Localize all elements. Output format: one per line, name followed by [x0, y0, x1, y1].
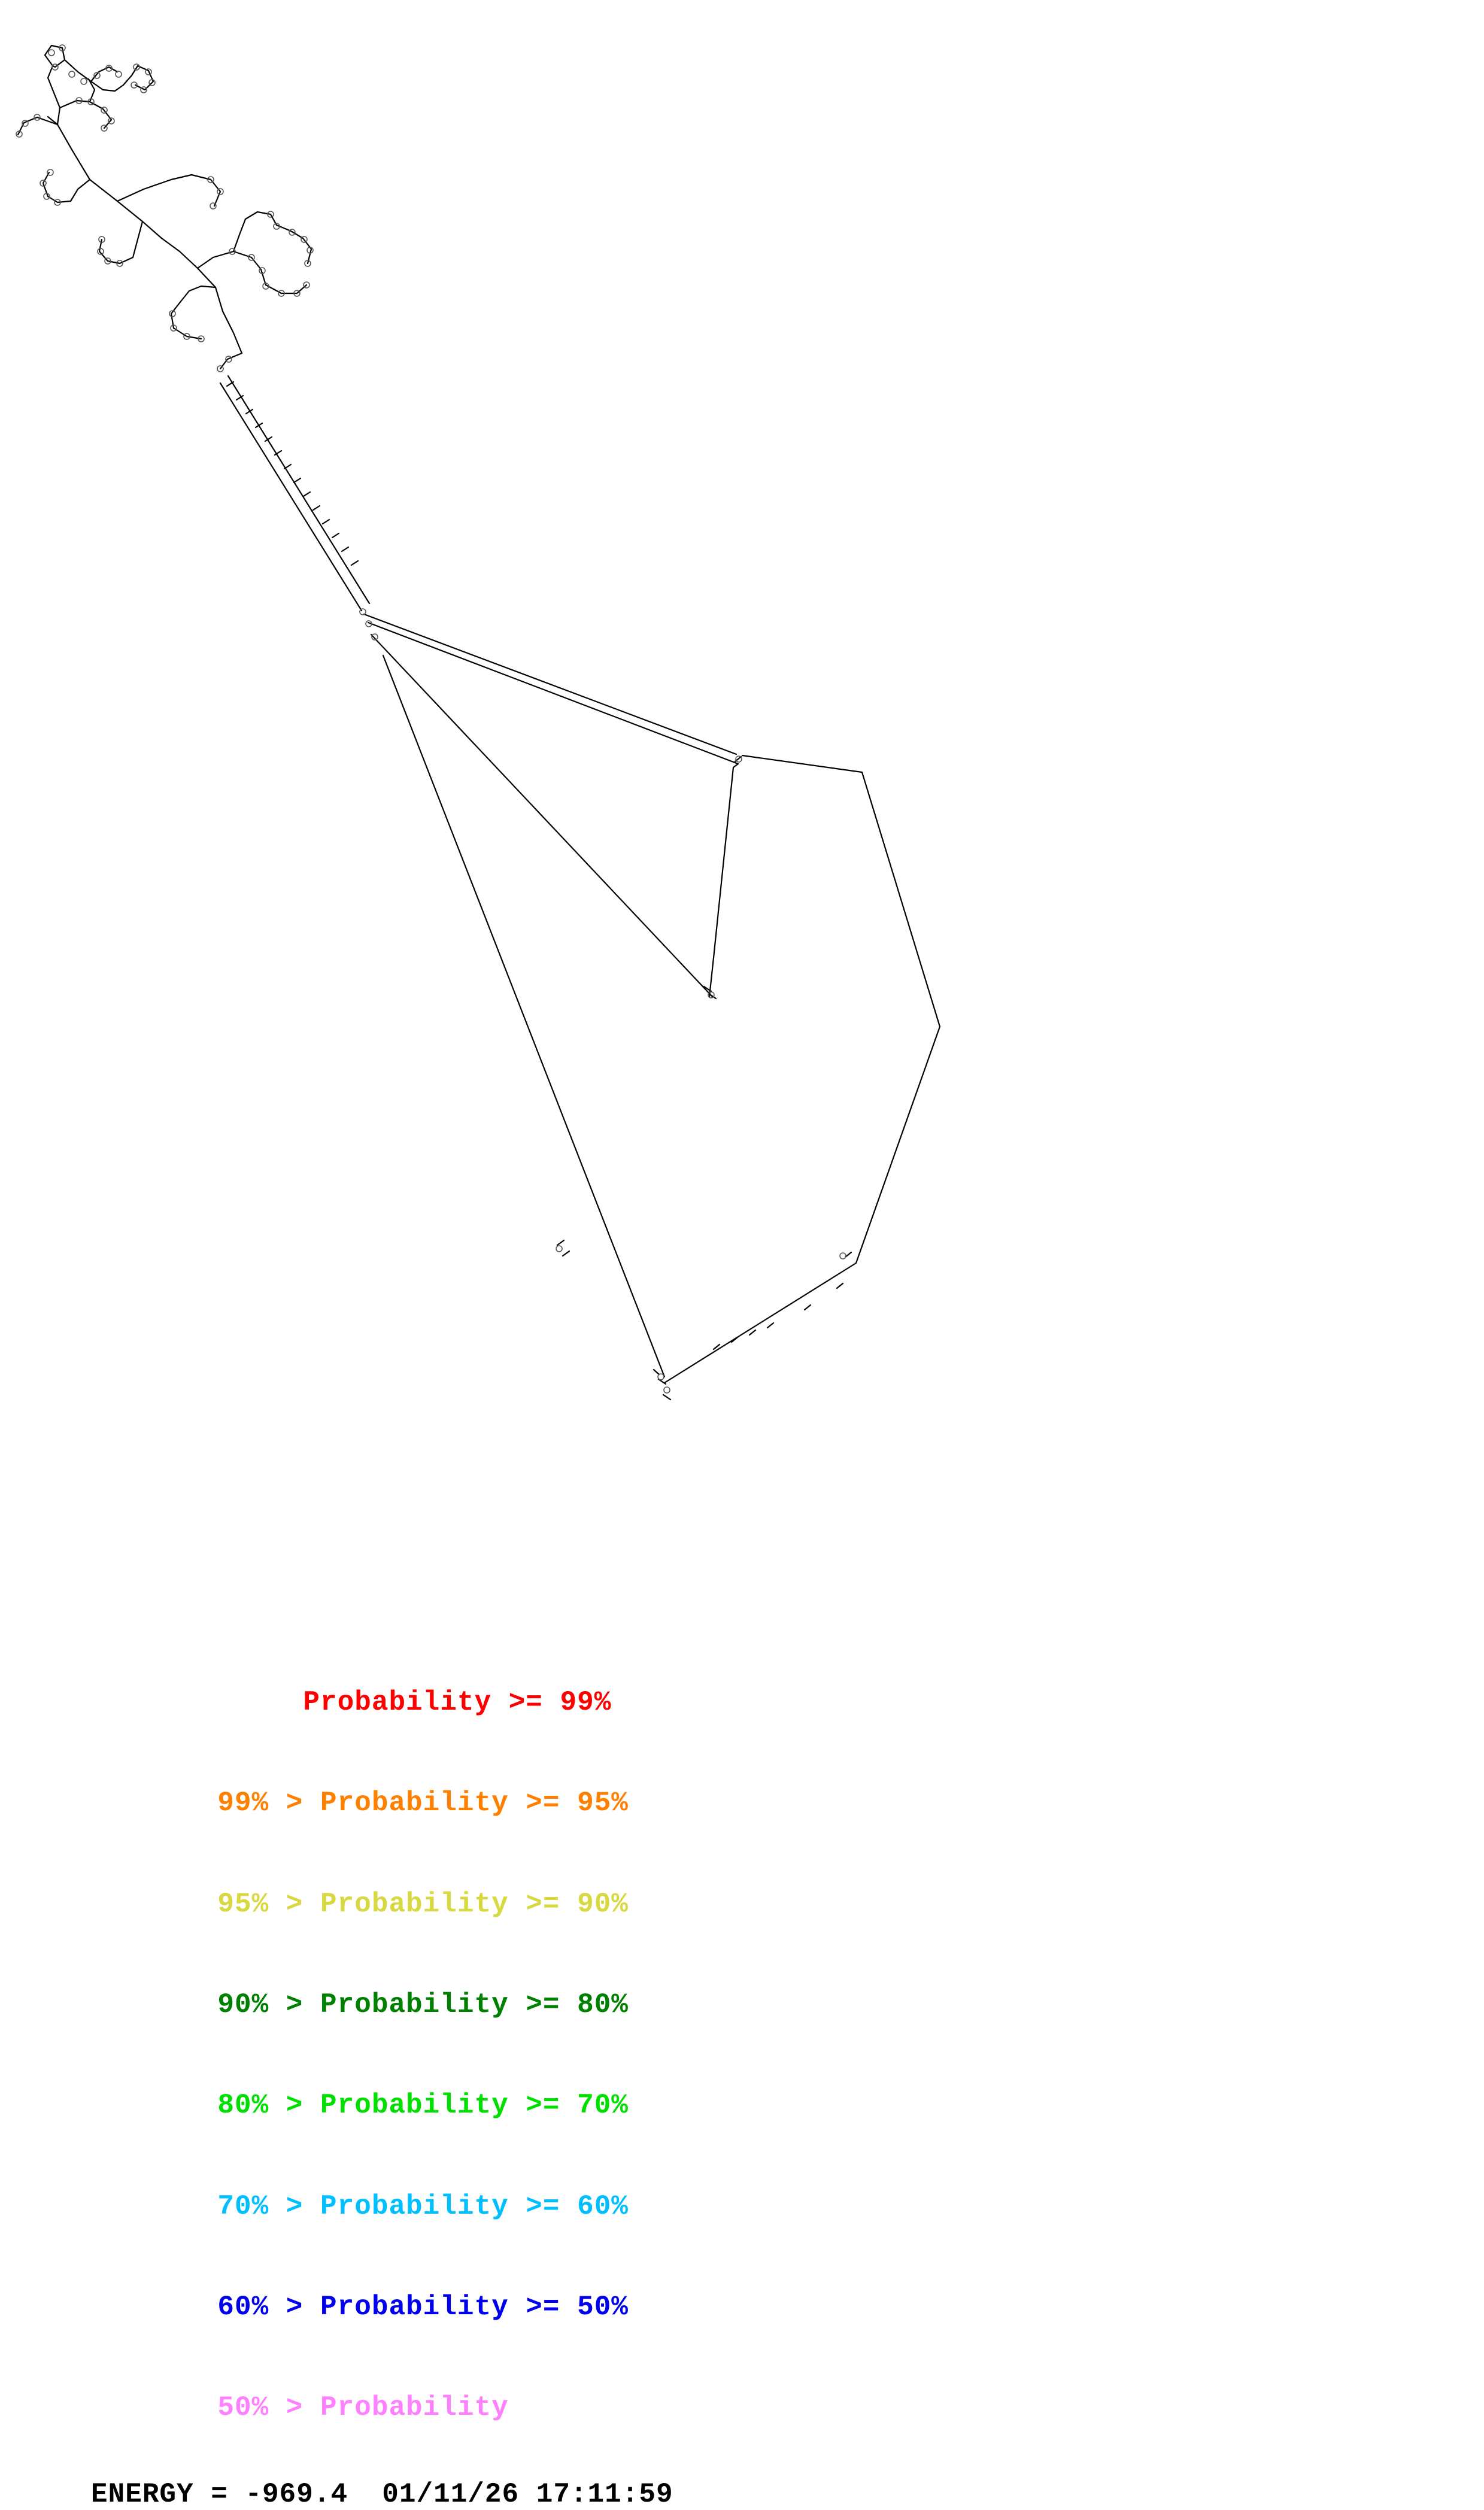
legend-row [0, 1652, 1484, 1753]
legend-row-lhs: 70% > [217, 2190, 304, 2222]
legend-row-text: Probability >= 60% [303, 2190, 629, 2222]
legend-row [0, 1954, 1484, 2055]
legend-row-text: Probability [303, 2392, 509, 2424]
legend-row-lhs: 60% > [217, 2292, 304, 2323]
legend-row-lhs: 50% > [217, 2392, 304, 2424]
legend-row-text: Probability >= 70% [303, 2090, 629, 2121]
legend-row [0, 2357, 1484, 2458]
backbone-paths [18, 45, 940, 1400]
legend-row-text: Probability >= 90% [303, 1888, 629, 1920]
legend-row [0, 1854, 1484, 1954]
probability-legend [0, 1652, 1484, 2510]
legend-row-text: Probability >= 95% [303, 1787, 629, 1819]
legend-row-text: Probability >= 80% [303, 1989, 629, 2021]
legend-row [0, 2055, 1484, 2156]
legend-row [0, 2156, 1484, 2257]
base-markers [16, 45, 846, 1393]
legend-row-lhs: 99% > [217, 1787, 304, 1819]
legend-row-lhs: 80% > [217, 2090, 304, 2121]
legend-row [0, 2257, 1484, 2357]
legend-row-text: Probability >= 99% [303, 1687, 612, 1719]
energy-timestamp-footer: ENERGY = -969.4 01/11/26 17:11:59 [91, 2478, 673, 2510]
legend-row-lhs: 95% > [217, 1888, 304, 1920]
legend-row-lhs: 90% > [217, 1989, 304, 2021]
legend-row-text: Probability >= 50% [303, 2292, 629, 2323]
legend-row [0, 1753, 1484, 1853]
